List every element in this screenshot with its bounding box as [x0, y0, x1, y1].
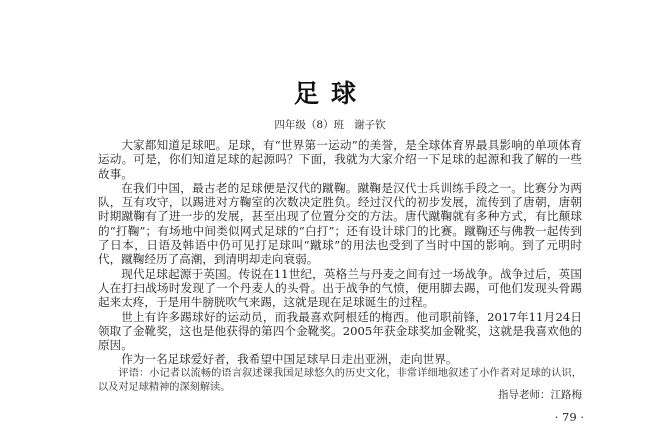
page-number: · 79 · [554, 410, 584, 424]
paragraph: 在我们中国，最古老的足球便是汉代的蹴鞠。蹴鞠是汉代士兵训练手段之一。比赛分为两队，互有攻守，以踢进对方鞠室的次数决定胜负。经过汉代的初步发展，流传到了唐朝，唐朝时期蹴鞠有了进一步的发展，甚至出现了位置分交的方法。唐代蹴鞠就有多种方式，有比颠球的“打鞠”；有场地中间类似网式足球的“白打”；还有设计球门的比赛。蹴鞠还与佛教一起传到了日本，日语及韩语中仍可见打足球叫“蹴球”的用法也受到了当时中国的影响。到了元明时代，蹴鞠经历了高潮，到清明却走向衰弱。 [98, 180, 582, 267]
page-title: 足球 [293, 79, 368, 108]
author-grade: 四年级（8）班 [274, 119, 345, 131]
paragraph: 现代足球起源于英国。传说在11世纪，英格兰与丹麦之间有过一场战争。战争过后，英国人在打扫战场时发现了一个丹麦人的头骨。出于战争的气愤，便用脚去踢，可他们发现头骨踢起来太疼，于是用牛膀胱吹气来踢，这就是现在足球诞生的过程。 [98, 266, 582, 310]
author-name: 谢子钦 [354, 119, 386, 131]
author-byline [0, 117, 650, 132]
article-body [98, 138, 582, 395]
teacher-comment: 评语：小记者以流畅的语言叙述课我国足球悠久的历史文化，非常详细地叙述了小作者对足球的认识，以及对足球精神的深刻解读。 [98, 367, 582, 393]
paragraph: 作为一名足球爱好者，我希望中国足球早日走出亚洲，走向世界。 [121, 352, 458, 367]
paragraph: 大家都知道足球吧。足球，有“世界第一运动”的美誉，是全球体育界最具影响的单项体育运动。可是，你们知道足球的起源吗？下面，我就为大家介绍一下足球的起源和我了解的一些故事。 [98, 138, 582, 181]
paragraph: 世上有许多踢球好的运动员，而我最喜欢阿根廷的梅西。他司职前锋，2017年11月24日领取了金靴奖，这也是他获得的第四个金靴奖。2005年获金球奖加金靴奖，这就是我喜欢他的原因。 [98, 309, 582, 353]
teacher-credit: 指导老师：江路梅 [498, 389, 582, 401]
